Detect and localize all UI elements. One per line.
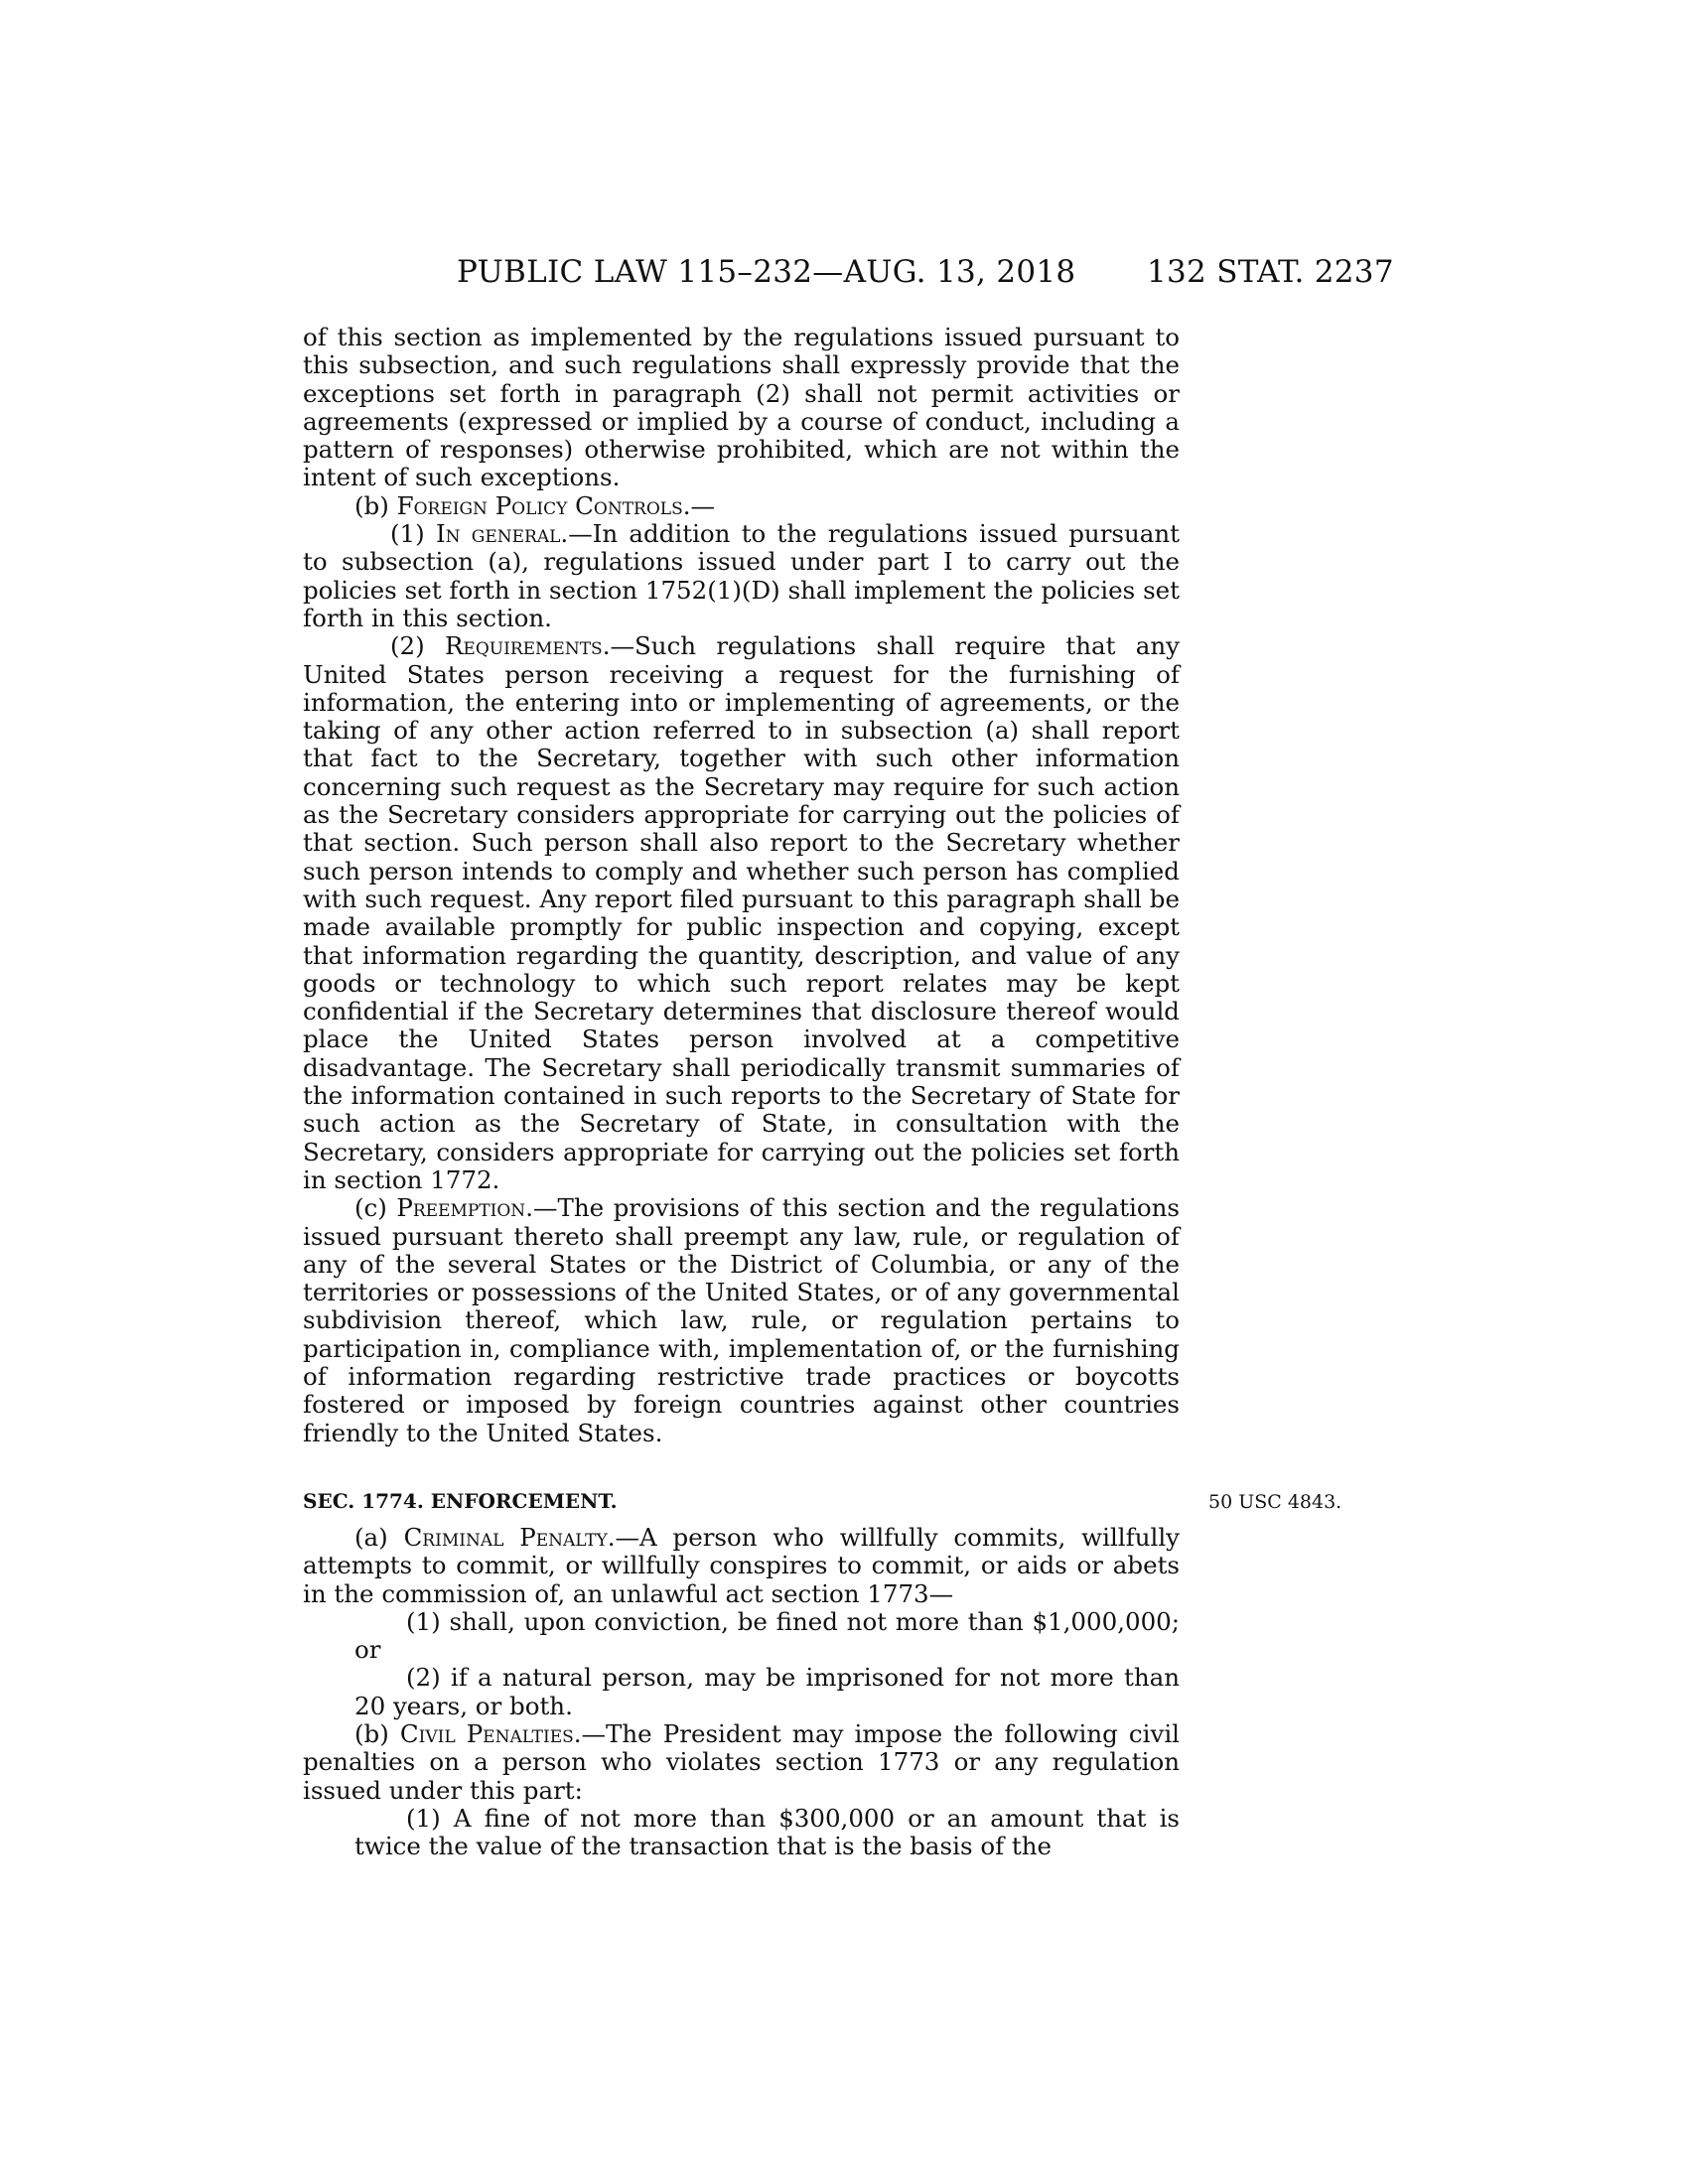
section-paragraph-a2: (2) if a natural person, may be imprisoned for not more than 20 years, or both. xyxy=(354,1663,1180,1720)
section-subsection-b xyxy=(303,1720,1180,1805)
paragraph-b2-text: .—Such regulations shall require that any United States person receiving a request for the furnishing of information, the entering into or implementing of agreements, or the taking of any other action referred to in subsection (a) shall report that fact to the Secretary, together with such other information concerning such request as the Secretary may require for such action as the Secretary considers appropriate for carrying out the policies of that section. Such person shall also report to the Secretary whether such person intends to comply and whether such person has complied with such request. Any report filed pursuant to this paragraph shall be made available promptly for public inspection and copying, except that information regarding the quantity, description, and value of any goods or technology to which such report relates may be kept confidential if the Secretary determines that disclosure thereof would place the United States person involved at a competitive disadvantage. The Secretary shall periodically transmit summaries of the information contained in such reports to the Secretary of State for such action as the Secretary of State, in consultation with the Secretary, considers appropriate for carrying out the policies set forth in section 1772. xyxy=(303,631,1180,1194)
paragraph-b2-heading: Requirements xyxy=(444,631,603,661)
subsection-b-suffix: .— xyxy=(682,490,716,520)
section-subsection-a xyxy=(303,1524,1180,1608)
paragraph-b2-prefix: (2) xyxy=(390,631,445,661)
section-a-prefix: (a) xyxy=(354,1523,404,1552)
section-b-prefix: (b) xyxy=(354,1719,400,1749)
subsection-b-heading: Foreign Policy Controls xyxy=(396,490,683,520)
subsection-c-text: .—The provisions of this section and the regulations issued pursuant thereto shall preempt any law, rule, or regulation of any of the several States or the District of Columbia, or any of the territories or possessions of the United States, or of any governmental subdivision thereof, which law, rule, or regulation pertains to participation in, compliance with, implementation of, or the furnishing of information regarding restrictive trade practices or boycotts fostered or imposed by foreign countries against other countries friendly to the United States. xyxy=(303,1193,1180,1447)
paragraph-b1-prefix: (1) xyxy=(390,519,436,549)
body-text-block xyxy=(303,324,1180,1447)
running-header-page: 132 STAT. 2237 xyxy=(1147,254,1394,290)
section-text-block xyxy=(303,1524,1180,1861)
section-a-text: .—A person who willfully commits, willfully attempts to commit, or willfully conspires to commit, or aids or abets in the commission of, an unlawful act section 1773— xyxy=(303,1523,1181,1608)
running-header-title: PUBLIC LAW 115–232—AUG. 13, 2018 xyxy=(457,254,1076,290)
usc-margin-note: 50 USC 4843. xyxy=(1208,1491,1342,1513)
paragraph-b1 xyxy=(303,520,1180,632)
section-a-heading: Criminal Penalty xyxy=(403,1523,608,1552)
subsection-c-prefix: (c) xyxy=(354,1193,397,1223)
subsection-b xyxy=(303,492,1180,520)
section-heading: SEC. 1774. ENFORCEMENT. xyxy=(303,1489,618,1513)
subsection-b-prefix: (b) xyxy=(354,490,397,520)
subsection-c-heading: Preemption xyxy=(396,1193,526,1223)
section-b-heading: Civil Penalties xyxy=(399,1719,574,1749)
paragraph-b1-heading: In general xyxy=(435,519,561,549)
section-b-text: .—The President may impose the following civil penalties on a person who violates section 1773 or any regulation issued under this part: xyxy=(303,1719,1180,1805)
subsection-c xyxy=(303,1194,1180,1447)
continuation-paragraph: of this section as implemented by the regulations issued pursuant to this subsection, and such regulations shall expressly provide that the exceptions set forth in paragraph (2) shall not permit activities or agreements (expressed or implied by a course of conduct, including a pattern of responses) otherwise prohibited, which are not within the intent of such exceptions. xyxy=(303,323,1180,492)
section-paragraph-b1: (1) A fine of not more than $300,000 or an amount that is twice the value of the transaction that is the basis of the xyxy=(354,1803,1180,1861)
paragraph-b2 xyxy=(303,632,1180,1194)
section-paragraph-a1: (1) shall, upon conviction, be fined not more than $1,000,000; or xyxy=(354,1606,1180,1665)
paragraph-b1-text: .—In addition to the regulations issued pursuant to subsection (a), regulations issued under part I to carry out the policies set forth in section 1752(1)(D) shall implement the policies set forth in this section. xyxy=(303,519,1181,632)
